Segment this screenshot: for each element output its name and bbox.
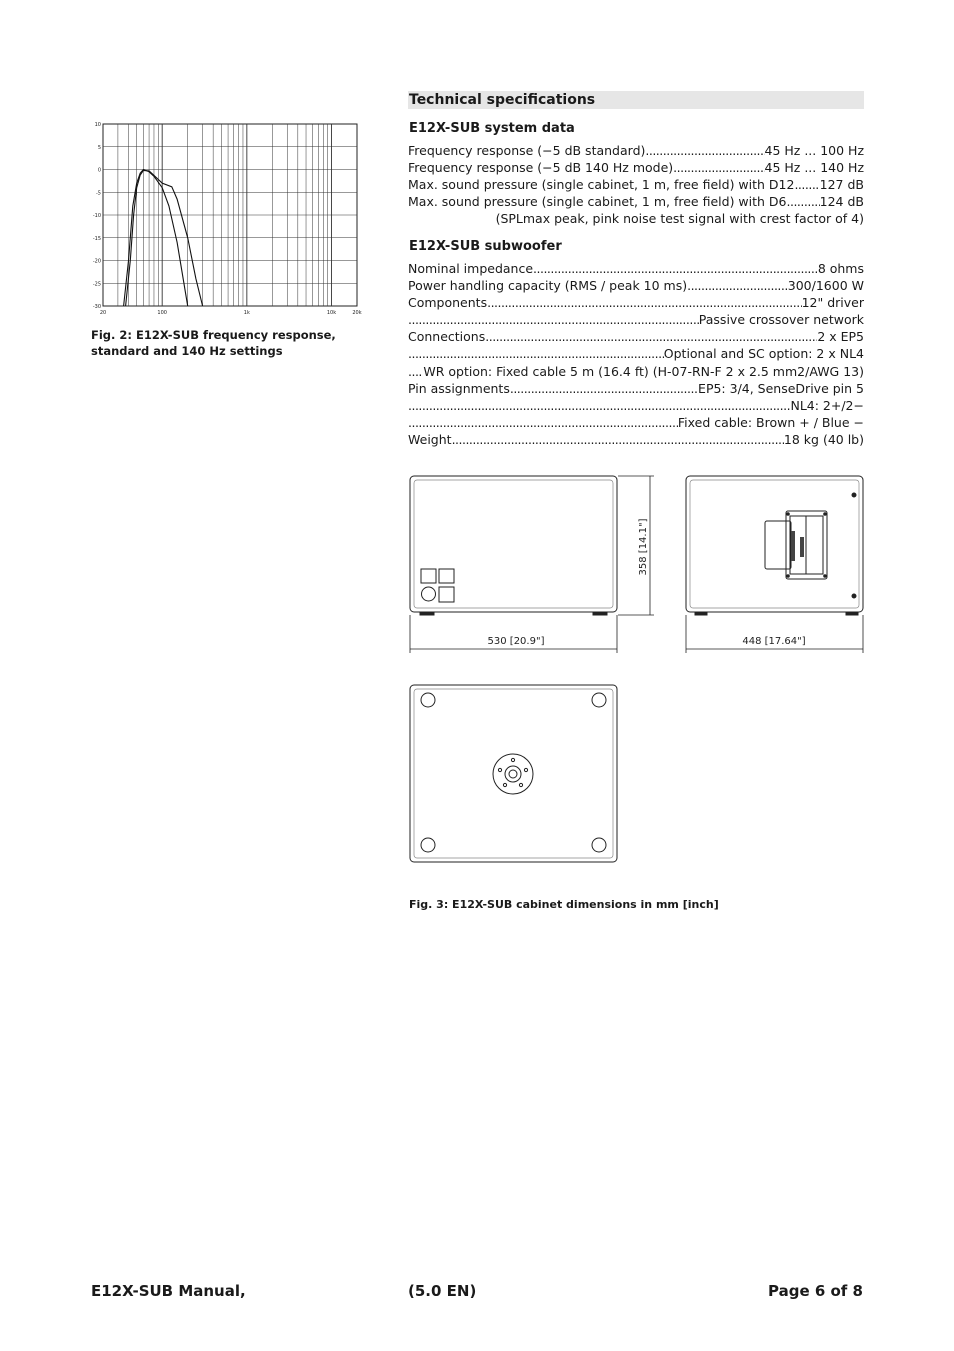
chart-y-tick-label: -20 bbox=[92, 258, 101, 265]
section-title: Technical specifications bbox=[409, 92, 596, 108]
spec-row bbox=[408, 277, 864, 294]
spec-value: Fixed cable: Brown + / Blue − bbox=[677, 414, 864, 430]
dim-width-label: 530 [20.9"] bbox=[487, 636, 545, 647]
cabinet-front-view bbox=[410, 476, 617, 615]
system-data-heading: E12X-SUB system data bbox=[409, 121, 575, 136]
spec-row bbox=[408, 176, 864, 193]
cabinet-views-drawing bbox=[400, 465, 880, 665]
spec-value: 8 ohms bbox=[817, 261, 864, 276]
chart-y-tick-label: -25 bbox=[92, 281, 101, 288]
spec-label: Weight bbox=[408, 431, 452, 447]
spec-row bbox=[408, 260, 864, 277]
chart-x-tick-label: 1k bbox=[243, 310, 250, 316]
spec-row bbox=[408, 142, 864, 159]
subwoofer-heading: E12X-SUB subwoofer bbox=[409, 239, 562, 254]
chart-x-tick-label: 10k bbox=[326, 310, 337, 316]
spec-row bbox=[408, 380, 864, 397]
footer-page-number: Page 6 of 8 bbox=[768, 1282, 863, 1300]
chart-grid bbox=[103, 124, 357, 306]
chart-series-line-2 bbox=[126, 170, 203, 306]
foot-circle bbox=[421, 693, 435, 707]
spec-note bbox=[408, 210, 864, 227]
spec-value: 12" driver bbox=[801, 295, 864, 311]
spec-row bbox=[408, 159, 864, 176]
dim-height-label: 358 [14.1"] bbox=[638, 518, 649, 576]
spec-label: Max. sound pressure (single cabinet, 1 m, free field) with D12 bbox=[408, 177, 795, 193]
foot-circle bbox=[421, 838, 435, 852]
spec-value: 2 x EP5 bbox=[817, 329, 864, 345]
spec-value: 124 dB bbox=[819, 194, 864, 210]
width-dimension bbox=[410, 615, 617, 653]
spec-label: Frequency response (−5 dB standard) bbox=[408, 143, 646, 158]
spec-value: 45 Hz ... 140 Hz bbox=[764, 160, 864, 176]
spec-label: Connections bbox=[408, 329, 486, 345]
spec-row bbox=[408, 431, 864, 448]
spec-label: Max. sound pressure (single cabinet, 1 m, free field) with D6 bbox=[408, 194, 787, 210]
spec-value: 127 dB bbox=[819, 177, 864, 193]
fig3-caption: Fig. 3: E12X-SUB cabinet dimensions in mm [inch] bbox=[409, 898, 719, 911]
spec-label: Frequency response (−5 dB 140 Hz mode) bbox=[408, 160, 674, 176]
chart-y-tick-label: -30 bbox=[92, 304, 101, 310]
spec-value: Optional and SC option: 2 x NL4 bbox=[663, 346, 864, 362]
spec-row bbox=[408, 414, 864, 431]
spec-label: Power handling capacity (RMS / peak 10 ms) bbox=[408, 278, 688, 294]
spec-value: EP5: 3/4, SenseDrive pin 5 bbox=[698, 380, 864, 396]
spec-value: 45 Hz ... 100 Hz bbox=[764, 143, 864, 158]
chart-y-tick-label: 5 bbox=[97, 144, 101, 151]
spec-row bbox=[408, 363, 864, 380]
fig2-caption-line: standard and 140 Hz settings bbox=[91, 344, 283, 358]
foot-circle bbox=[592, 693, 606, 707]
chart-y-tick-label: -15 bbox=[92, 235, 101, 242]
fig2-caption bbox=[91, 327, 336, 359]
spec-row bbox=[408, 193, 864, 210]
cabinet-rear-view bbox=[686, 476, 863, 615]
cabinet-bottom-view bbox=[400, 678, 630, 868]
chart-y-tick-label: -5 bbox=[96, 190, 101, 197]
spec-note-text: (SPLmax peak, pink noise test signal with crest factor of 4) bbox=[495, 211, 864, 227]
spec-row bbox=[408, 345, 864, 362]
footer-version: (5.0 EN) bbox=[408, 1282, 477, 1300]
spec-value: NL4: 2+/2− bbox=[790, 397, 864, 413]
spec-label: Nominal impedance bbox=[408, 261, 534, 276]
spec-row bbox=[408, 311, 864, 328]
dim-depth-label: 448 [17.64"] bbox=[742, 636, 806, 647]
depth-dimension bbox=[686, 615, 863, 653]
foot-circle bbox=[592, 838, 606, 852]
subwoofer-list bbox=[408, 260, 864, 448]
chart-y-tick-label: 10 bbox=[94, 122, 101, 128]
footer-manual-title: E12X-SUB Manual, bbox=[91, 1282, 246, 1300]
spec-value: WR option: Fixed cable 5 m (16.4 ft) (H-07-RN-F 2 x 2.5 mm2/AWG 13) bbox=[423, 363, 864, 379]
spec-row bbox=[408, 294, 864, 311]
chart-x-tick-label: 20k bbox=[352, 310, 362, 316]
spec-label: Components bbox=[408, 295, 488, 311]
chart-x-tick-label: 20 bbox=[99, 310, 107, 316]
chart-x-tick-label: 100 bbox=[157, 310, 167, 316]
pole-mount-flange bbox=[493, 754, 533, 794]
spec-value: 300/1600 W bbox=[787, 278, 864, 294]
fig2-caption-line: Fig. 2: E12X-SUB frequency response, bbox=[91, 328, 336, 342]
chart-x-ticks bbox=[100, 310, 362, 316]
spec-row bbox=[408, 397, 864, 414]
spec-label: Pin assignments bbox=[408, 380, 510, 396]
chart-y-ticks bbox=[93, 122, 101, 310]
chart-y-tick-label: 0 bbox=[97, 167, 101, 174]
system-data-list bbox=[408, 142, 864, 227]
spec-row bbox=[408, 328, 864, 345]
spec-value: 18 kg (40 lb) bbox=[783, 431, 864, 447]
frequency-response-chart bbox=[85, 118, 365, 318]
chart-y-tick-label: -10 bbox=[92, 213, 101, 219]
spec-value: Passive crossover network bbox=[698, 312, 864, 328]
